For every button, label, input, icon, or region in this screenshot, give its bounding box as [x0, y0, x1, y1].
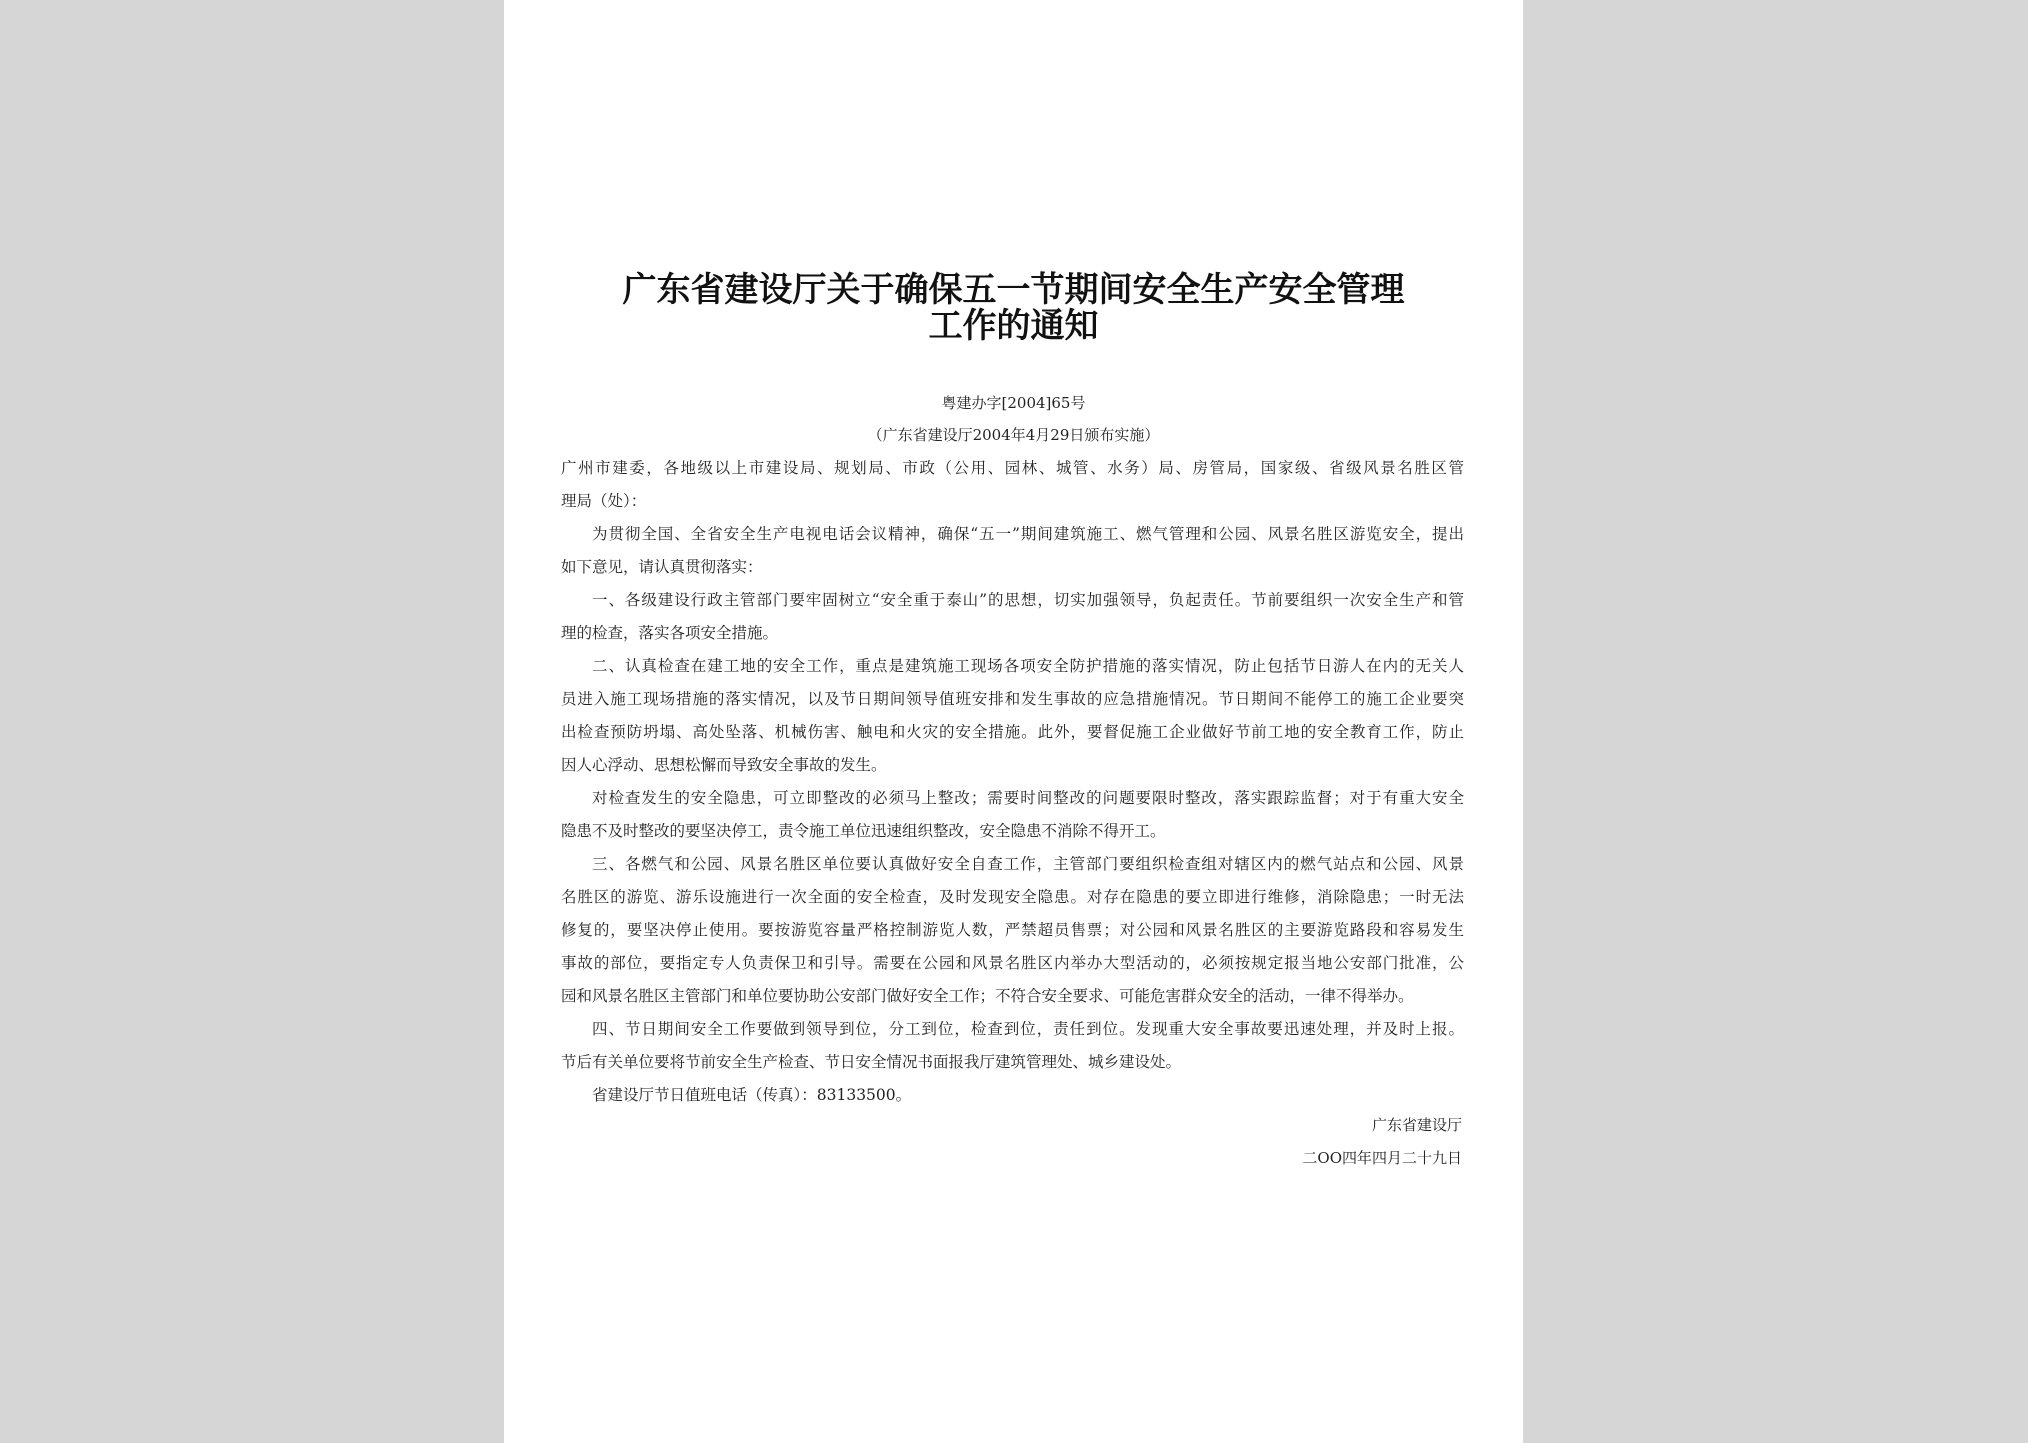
document-number: 粤建办字[2004]65号: [941, 394, 1086, 412]
body-line: 四、节日期间安全工作要做到领导到位，分工到位，检查到位，责任到位。发现重大安全事故要迅速处理，并及时上报。: [592, 1020, 1464, 1038]
signature-org: 广东省建设厅: [1371, 1116, 1462, 1134]
body-line: 对检查发生的安全隐患，可立即整改的必须马上整改；需要时间整改的问题要限时整改，落实跟踪监督；对于有重大安全: [592, 789, 1464, 807]
body-line: 修复的，要坚决停止使用。要按游览容量严格控制游览人数，严禁超员售票；对公园和风景名胜区的主要游览路段和容易发生: [561, 921, 1464, 939]
body-line: 出检查预防坍塌、高处坠落、机械伤害、触电和火灾的安全措施。此外，要督促施工企业做好节前工地的安全教育工作，防止: [561, 723, 1464, 741]
body-line: 理局（处）：: [561, 492, 647, 510]
body-line: 理的检查，落实各项安全措施。: [561, 624, 779, 642]
body-line: 节后有关单位要将节前安全生产检查、节日安全情况书面报我厅建筑管理处、城乡建设处。: [561, 1053, 1182, 1071]
document-page: [504, 0, 1523, 1443]
body-line: 园和风景名胜区主管部门和单位要协助公安部门做好安全工作；不符合安全要求、可能危害群众安全的活动，一律不得举办。: [561, 987, 1414, 1005]
body-line: 三、各燃气和公园、风景名胜区单位要认真做好安全自查工作，主管部门要组织检查组对辖区内的燃气站点和公园、风景: [592, 855, 1464, 873]
body-line: 事故的部位，要指定专人负责保卫和引导。需要在公园和风景名胜区内举办大型活动的，必须按规定报当地公安部门批准，公: [561, 954, 1464, 972]
body-line: 因人心浮动、思想松懈而导致安全事故的发生。: [561, 756, 887, 774]
issued-note: （广东省建设厅2004年4月29日颁布实施）: [867, 426, 1160, 444]
body-line: 省建设厅节日值班电话（传真）：83133500。: [592, 1086, 912, 1104]
signature-date: 二OO四年四月二十九日: [1302, 1149, 1462, 1167]
body-line: 二、认真检查在建工地的安全工作，重点是建筑施工现场各项安全防护措施的落实情况，防止包括节日游人在内的无关人: [592, 657, 1464, 675]
body-line: 一、各级建设行政主管部门要牢固树立“安全重于泰山”的思想，切实加强领导，负起责任。节前要组织一次安全生产和管: [592, 591, 1464, 609]
body-line: 广州市建委，各地级以上市建设局、规划局、市政（公用、园林、城管、水务）局、房管局，国家级、省级风景名胜区管: [561, 459, 1464, 477]
body-line: 如下意见，请认真贯彻落实：: [561, 558, 763, 576]
body-line: 员进入施工现场措施的落实情况，以及节日期间领导值班安排和发生事故的应急措施情况。节日期间不能停工的施工企业要突: [561, 690, 1464, 708]
document-title-line-1: 广东省建设厅关于确保五一节期间安全生产安全管理: [622, 270, 1405, 310]
body-line: 名胜区的游览、游乐设施进行一次全面的安全检查，及时发现安全隐患。对存在隐患的要立即进行维修，消除隐患；一时无法: [561, 888, 1464, 906]
body-line: 隐患不及时整改的要坚决停工，责令施工单位迅速组织整改，安全隐患不消除不得开工。: [561, 822, 1166, 840]
document-title-line-2: 工作的通知: [928, 306, 1099, 346]
body-line: 为贯彻全国、全省安全生产电视电话会议精神，确保“五一”期间建筑施工、燃气管理和公园、风景名胜区游览安全，提出: [592, 525, 1464, 543]
